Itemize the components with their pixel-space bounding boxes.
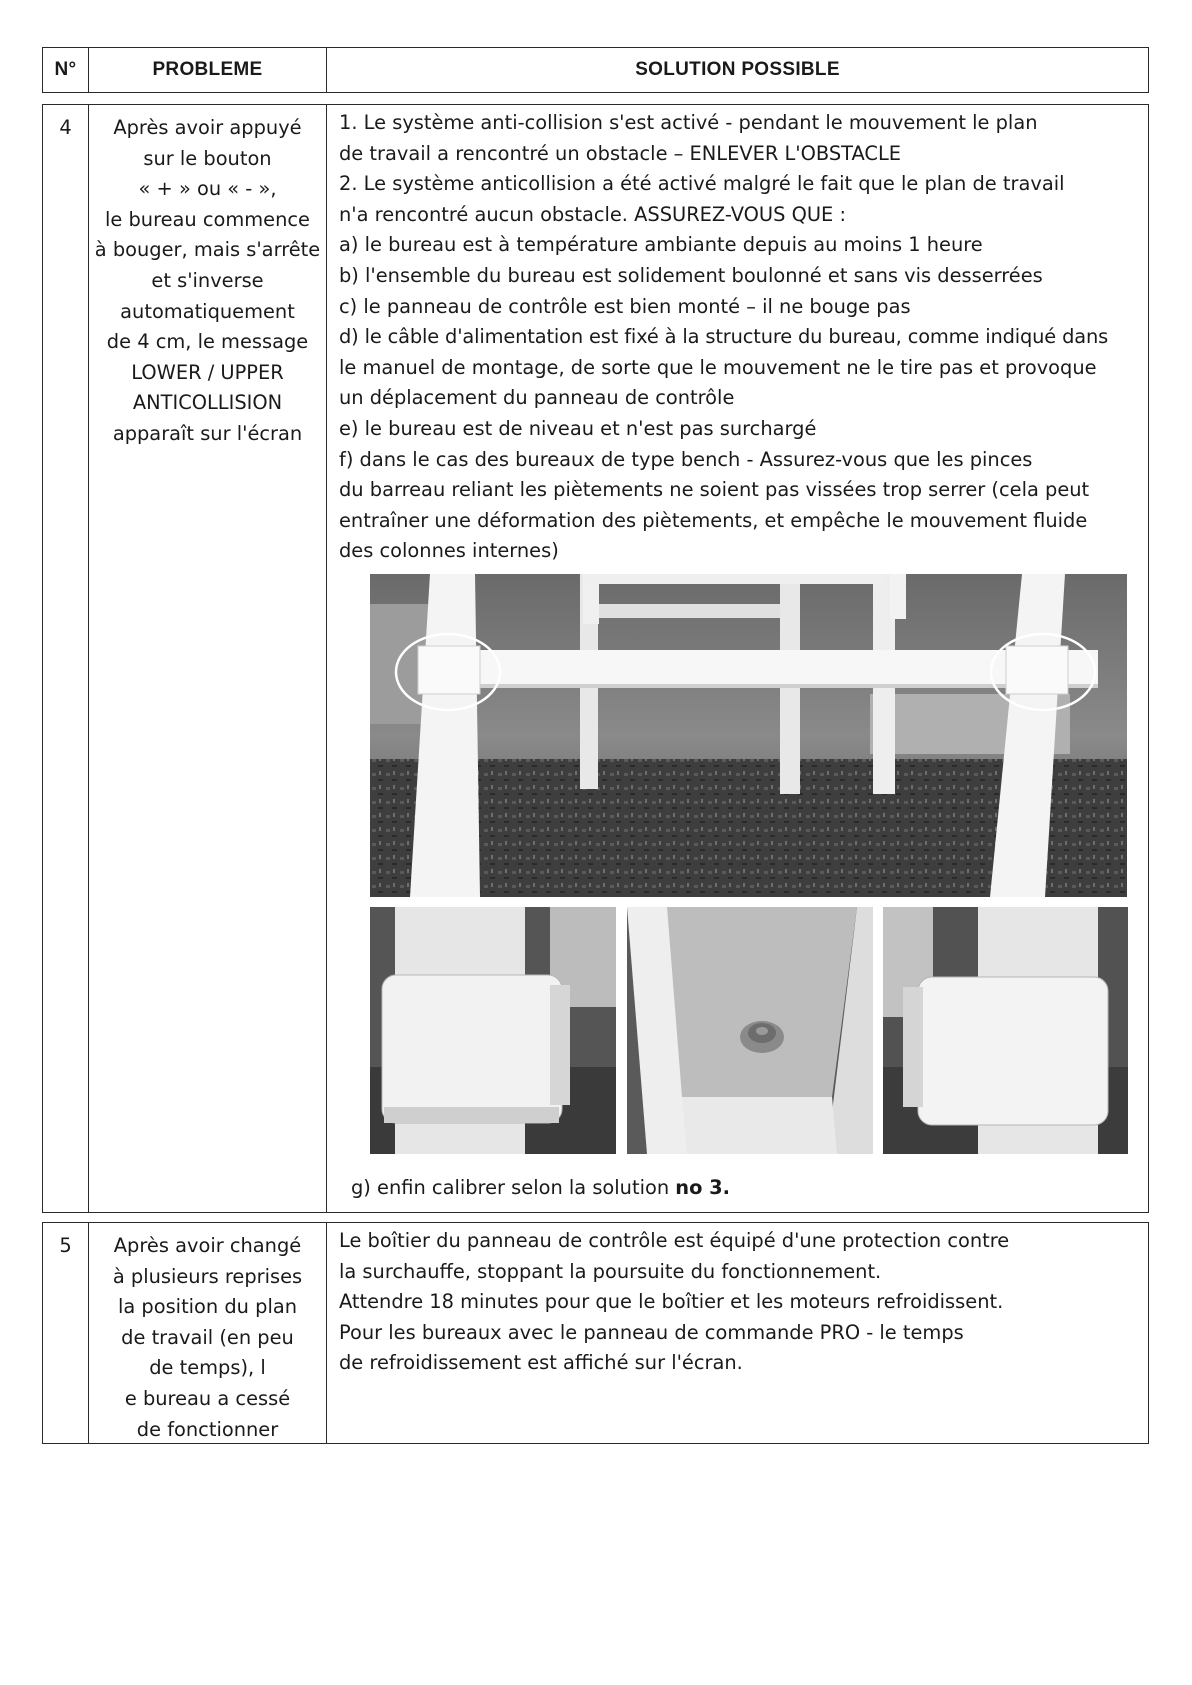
- problem-line: LOWER / UPPER: [131, 360, 284, 384]
- problem-line: apparaît sur l'écran: [112, 421, 303, 445]
- final-step-reference: no 3.: [675, 1176, 731, 1199]
- clamp-detail-photo-right: [883, 907, 1128, 1154]
- table-header: [42, 47, 1149, 93]
- desk-frame-illustration: [370, 574, 1127, 897]
- problem-line: de fonctionner: [136, 1417, 279, 1441]
- solution-line: de refroidissement est affiché sur l'écran.: [339, 1351, 743, 1375]
- solution-line: la surchauffe, stoppant la poursuite du fonctionnement.: [339, 1259, 882, 1283]
- solution-line: entraîner une déformation des piètements, et empêche le mouvement fluide: [339, 508, 1088, 532]
- solution-line: le manuel de montage, de sorte que le mouvement ne le tire pas et provoque: [339, 355, 1097, 379]
- solution-line: un déplacement du panneau de contrôle: [339, 386, 735, 410]
- problem-line: e bureau a cessé: [124, 1386, 291, 1410]
- problem-line: le bureau commence: [104, 207, 310, 231]
- final-step-text: [351, 1173, 730, 1204]
- solution-line: de travail a rencontré un obstacle – ENLEVER L'OBSTACLE: [339, 141, 902, 165]
- problem-line: la position du plan: [117, 1295, 298, 1319]
- problem-line: « + » ou « - »,: [138, 177, 277, 201]
- row-number: 5: [43, 1223, 89, 1443]
- solution-line: f) dans le cas des bureaux de type bench - Assurez-vous que les pinces: [339, 447, 1033, 471]
- problem-line: sur le bouton: [143, 146, 272, 170]
- problem-line: à plusieurs reprises: [112, 1264, 303, 1288]
- problem-line: automatiquement: [120, 299, 295, 323]
- solution-line: Le boîtier du panneau de contrôle est équipé d'une protection contre: [339, 1229, 1010, 1252]
- problem-line: de 4 cm, le message: [106, 330, 309, 354]
- solution-line: Pour les bureaux avec le panneau de commande PRO - le temps: [339, 1320, 964, 1344]
- problem-line: à bouger, mais s'arrête: [94, 238, 321, 262]
- clamp-detail-photo-left: [370, 907, 616, 1154]
- problem-cell: [89, 1223, 327, 1443]
- solution-cell: [327, 105, 1148, 1212]
- problem-line: ANTICOLLISION: [132, 391, 283, 415]
- solution-line: a) le bureau est à température ambiante depuis au moins 1 heure: [339, 233, 983, 257]
- header-solution: SOLUTION POSSIBLE: [635, 59, 840, 80]
- problem-cell: [89, 105, 327, 1212]
- solution-line: d) le câble d'alimentation est fixé à la structure du bureau, comme indiqué dans: [339, 325, 1109, 349]
- final-step-prefix: g) enfin calibrer selon la solution: [351, 1176, 676, 1199]
- desk-frame-photo: [370, 574, 1127, 897]
- clamp-detail-illustration: [883, 907, 1128, 1154]
- solution-cell: [327, 1223, 1148, 1443]
- problem-line: Après avoir changé: [113, 1234, 302, 1257]
- solution-line: 1. Le système anti-collision s'est activé - pendant le mouvement le plan: [339, 111, 1038, 134]
- header-problem: PROBLEME: [89, 48, 327, 92]
- table-row: [42, 1222, 1149, 1444]
- problem-line: Après avoir appuyé: [113, 116, 302, 139]
- problem-line: de travail (en peu: [121, 1325, 294, 1349]
- solution-line: e) le bureau est de niveau et n'est pas surchargé: [339, 416, 817, 440]
- problem-line: de temps), l: [149, 1356, 266, 1380]
- solution-line: c) le panneau de contrôle est bien monté – il ne bouge pas: [339, 294, 911, 318]
- column-interior-photo: [627, 907, 873, 1154]
- problem-line: et s'inverse: [151, 268, 264, 292]
- solution-line: b) l'ensemble du bureau est solidement boulonné et sans vis desserrées: [339, 263, 1043, 287]
- solution-line: 2. Le système anticollision a été activé malgré le fait que le plan de travail: [339, 172, 1065, 196]
- solution-line: des colonnes internes): [339, 539, 559, 563]
- header-number: N°: [43, 48, 89, 92]
- column-interior-illustration: [627, 907, 873, 1154]
- solution-line: Attendre 18 minutes pour que le boîtier et les moteurs refroidissent.: [339, 1290, 1004, 1314]
- solution-line: du barreau reliant les piètements ne soient pas vissées trop serrer (cela peut: [339, 478, 1090, 502]
- solution-line: n'a rencontré aucun obstacle. ASSUREZ-VOUS QUE :: [339, 202, 846, 226]
- clamp-detail-illustration: [370, 907, 616, 1154]
- table-row: [42, 104, 1149, 1213]
- row-number: 4: [43, 105, 89, 1212]
